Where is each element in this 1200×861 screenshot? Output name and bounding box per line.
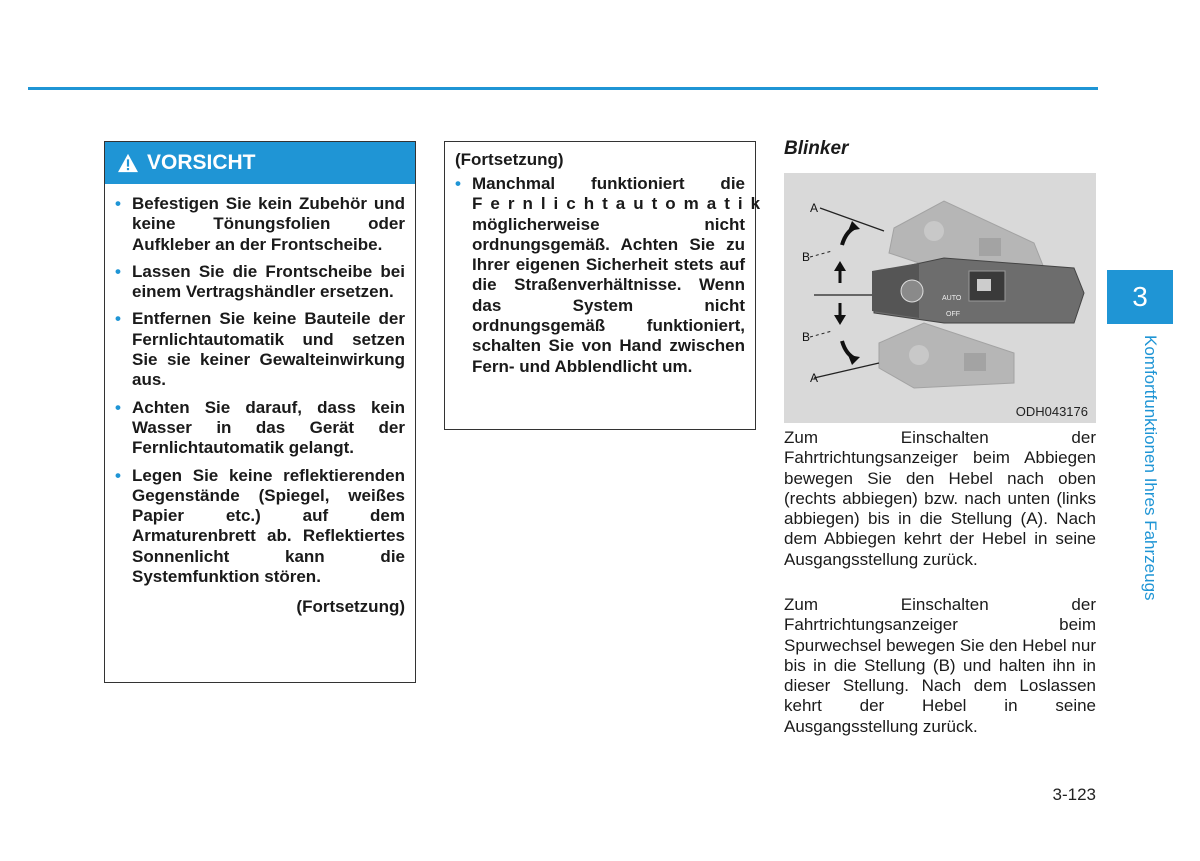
chapter-title: Komfortfunktionen Ihres Fahrzeugs bbox=[1141, 335, 1160, 601]
chapter-number-tab: 3 bbox=[1107, 270, 1173, 324]
position-label-b-top: B bbox=[802, 250, 811, 264]
lever-off-label: OFF bbox=[946, 311, 960, 318]
continued-list bbox=[455, 174, 769, 377]
figure-code: ODH043176 bbox=[1015, 404, 1088, 419]
paragraph-turning: Zum Einschalten der Fahrtrichtungsanzeiger beim Abbiegen bewegen Sie den Hebel nach oben (rechts abbiegen) bzw. nach unten (links abbiegen) bis in die Stellung (A). Nach dem Abbiegen kehrt der Hebel in seine Ausgangsstellung zurück. bbox=[784, 428, 1096, 569]
caution-title: VORSICHT bbox=[147, 151, 256, 174]
continuation-note: (Fortsetzung) bbox=[296, 597, 405, 617]
page-number: 3-123 bbox=[1052, 785, 1096, 804]
list-item: • Legen Sie keine reflektierenden Gegenstände (Spiegel, weißes Papier etc.) auf dem Armaturenbrett ab. Reflektiertes Sonnenlicht kann die Systemfunktion stören. bbox=[115, 465, 405, 587]
bullet-icon: • bbox=[115, 309, 121, 329]
bullet-icon: • bbox=[115, 465, 121, 485]
continued-box bbox=[444, 141, 769, 430]
caution-list bbox=[115, 194, 405, 587]
bullet-icon: • bbox=[455, 174, 461, 193]
caution-heading bbox=[105, 142, 415, 184]
caution-box bbox=[104, 141, 416, 683]
section-title: Blinker bbox=[784, 138, 849, 159]
warning-triangle-icon bbox=[117, 153, 139, 173]
turn-signal-figure bbox=[784, 173, 1096, 423]
list-item: • Lassen Sie die Frontscheibe bei einem Vertragshändler ersetzen. bbox=[115, 261, 405, 302]
lever-auto-label: AUTO bbox=[942, 295, 962, 302]
paragraph-lane-change: Zum Einschalten der Fahrtrichtungsanzeiger beim Spurwechsel bewegen Sie den Hebel nur bis in die Stellung (B) und halten ihn in dieser Stellung. Nach dem Loslassen kehrt der Hebel in seine Ausgangsstellung zurück. bbox=[784, 595, 1096, 736]
position-label-b-bottom: B bbox=[802, 330, 811, 344]
lever-upper-ghost bbox=[889, 201, 1044, 268]
header-rule bbox=[28, 87, 1098, 90]
bullet-icon: • bbox=[115, 194, 121, 213]
position-label-a-top: A bbox=[810, 201, 819, 215]
bullet-icon: • bbox=[115, 397, 121, 417]
lever-illustration bbox=[784, 173, 1096, 423]
list-item: • Befestigen Sie kein Zubehör und keine Tönungsfolien oder Aufkleber an der Frontscheibe. bbox=[115, 194, 405, 254]
bullet-icon: • bbox=[115, 261, 121, 281]
lever-lower-ghost bbox=[879, 323, 1014, 388]
continued-heading: (Fortsetzung) bbox=[455, 150, 564, 169]
lever-main bbox=[872, 258, 1084, 323]
list-item: • Manchmal funktioniert die Fernlichtautomatik möglicherweise nicht ordnungsgemäß. Achten Sie zu Ihrer eigenen Sicherheit stets auf die Straßenverhältnisse. Wenn das System nicht ordnungsgemäß funktioniert, schalten Sie von Hand zwischen Fern- und Abblendlicht um. bbox=[455, 174, 769, 376]
position-label-a-bottom: A bbox=[810, 371, 819, 385]
list-item: • Entfernen Sie keine Bauteile der Fernlichtautomatik und setzen Sie sie keiner Gewalteinwirkung aus. bbox=[115, 309, 405, 390]
list-item: • Achten Sie darauf, dass kein Wasser in das Gerät der Fernlichtautomatik gelangt. bbox=[115, 397, 405, 458]
